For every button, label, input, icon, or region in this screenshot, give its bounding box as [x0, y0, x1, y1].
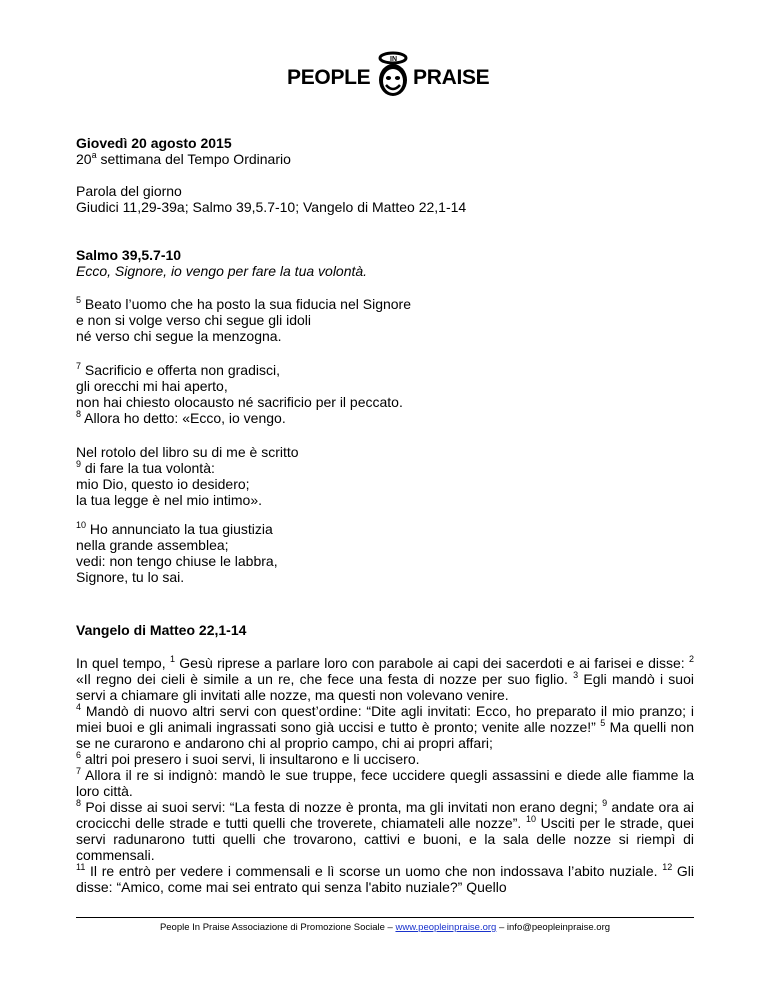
salmo-stanza-1 — [76, 296, 694, 344]
salmo-stanza-3 — [76, 444, 694, 508]
verse-line: Nel rotolo del libro su di me è scritto — [76, 444, 299, 460]
gospel-paragraph: $^7$ Allora il re si indignò: mandò le sue truppe, fece uccidere quegli assassini e diede alle fiamme la loro città. — [76, 766, 694, 799]
vangelo-title-block — [76, 622, 694, 638]
page-footer — [76, 922, 694, 934]
parola-label: Parola del giorno — [76, 183, 182, 199]
readings-list: Giudici 11,29-39a; Salmo 39,5.7-10; Vangelo di Matteo 22,1-14 — [76, 199, 467, 215]
verse-line: $^{10}$ Ho annunciato la tua giustizia — [76, 520, 273, 537]
verse-line: $^8$ Allora ho detto: «Ecco, io vengo. — [76, 409, 286, 426]
verse-line: Signore, tu lo sai. — [76, 569, 185, 585]
logo-face-icon — [373, 50, 413, 98]
footer-divider — [76, 917, 694, 918]
gospel-paragraph: $^4$ Mandò di nuovo altri servi con quest’ordine: “Dite agli invitati: Ecco, ho preparato il mio pranzo; i miei buoi e gli animali ingrassati sono già uccisi e tutto è pronto; venite alle nozze!” $^5$ Ma quelli non se ne curarono e andarono chi al proprio campo, chi ai propri affari; — [76, 702, 694, 751]
gospel-paragraph: In quel tempo, $^1$ Gesù riprese a parlare loro con parabole ai capi dei sacerdoti e ai farisei e disse: $^2$ «Il regno dei cieli è simile a un re, che fece una festa di nozze per suo figlio. $^3$ Egli mandò i suoi servi a chiamare gli invitati alle nozze, ma questi non volevano venire. — [76, 654, 694, 703]
logo-word-praise: PRAISE — [413, 66, 490, 89]
footer-website-link[interactable]: www.peopleinpraise.org — [395, 922, 497, 933]
logo-word-in: IN — [390, 56, 397, 63]
verse-line: mio Dio, questo io desidero; — [76, 476, 250, 492]
date-heading: Giovedì 20 agosto 2015 — [76, 135, 232, 151]
verse-line: la tua legge è nel mio intimo». — [76, 492, 262, 508]
salmo-title: Salmo 39,5.7-10 — [76, 247, 182, 263]
verse-line: $^7$ Sacrificio e offerta non gradisci, — [76, 361, 280, 378]
readings-section — [76, 183, 694, 215]
gospel-paragraph: $^{11}$ Il re entrò per vedere i commensali e lì scorse un uomo che non indossava l’abito nuziale. $^{12}$ Gli disse: “Amico, come mai sei entrato qui senza l'abito nuziale?” Quello — [76, 862, 694, 895]
gospel-paragraph: $^8$ Poi disse ai suoi servi: “La festa di nozze è pronta, ma gli invitati non erano degni; $^9$ andate ora ai crocicchi delle strade e tutti quelli che troverete, chiamateli alle nozze”. $^{10}$ Usciti per le strade, quei servi radunarono tutti quelli che trovarono, cattivi e buoni, e la sala delle nozze si riempì di commensali. — [76, 798, 694, 863]
verse-line: $^9$ di fare la tua volontà: — [76, 459, 215, 476]
salmo-antiphon: Ecco, Signore, io vengo per fare la tua volontà. — [76, 263, 368, 279]
salmo-stanza-2 — [76, 362, 694, 426]
logo-word-people: PEOPLE — [287, 66, 371, 89]
header-section — [76, 135, 694, 167]
footer-separator: – — [496, 922, 507, 933]
verse-line: vedi: non tengo chiuse le labbra, — [76, 553, 278, 569]
verse-line: non hai chiesto olocausto né sacrificio per il peccato. — [76, 394, 403, 410]
verse-line: né verso chi segue la menzogna. — [76, 328, 282, 344]
people-in-praise-logo — [287, 50, 490, 98]
verse-line: e non si volge verso chi segue gli idoli — [76, 312, 312, 328]
salmo-section — [76, 247, 694, 279]
gospel-paragraph: $^6$ altri poi presero i suoi servi, li insultarono e li uccisero. — [76, 750, 420, 767]
verse-line: gli orecchi mi hai aperto, — [76, 378, 228, 394]
verse-line: nella grande assemblea; — [76, 537, 229, 553]
verse-line: $^5$ Beato l’uomo che ha posto la sua fiducia nel Signore — [76, 295, 412, 312]
liturgical-week: 20$^a$ settimana del Tempo Ordinario — [76, 150, 291, 167]
vangelo-text — [76, 655, 694, 895]
footer-org: People In Praise Associazione di Promozione Sociale – — [159, 922, 396, 933]
salmo-stanza-4 — [76, 521, 694, 585]
footer-email: info@peopleinpraise.org — [506, 922, 611, 933]
vangelo-title: Vangelo di Matteo 22,1-14 — [76, 622, 247, 638]
